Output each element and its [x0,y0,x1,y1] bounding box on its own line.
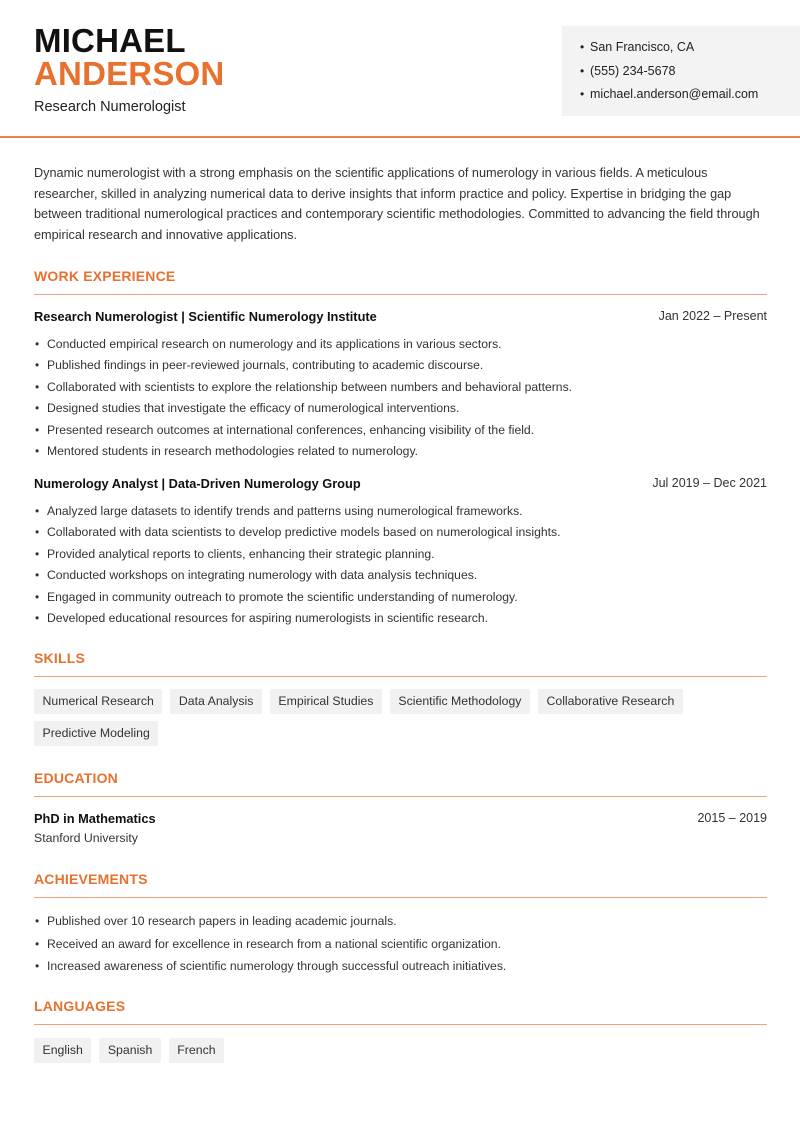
list-item: • Collaborated with scientists to explore the relationship between numbers and behavioral patterns. [34,379,767,400]
skill-chip: Predictive Modeling [34,721,158,746]
skills-chips [34,689,774,753]
education-degree: PhD in Mathematics [34,811,156,826]
job-2-header [34,476,767,494]
language-chip: Spanish [99,1038,160,1063]
achievements-heading: ACHIEVEMENTS [34,871,148,887]
education-school: Stanford University [34,831,138,845]
list-item: • Presented research outcomes at international conferences, enhancing visibility of the field. [34,422,767,443]
job-2-date: Jul 2019 – Dec 2021 [652,476,767,490]
list-item: • Increased awareness of scientific numerology through successful outreach initiatives. [34,958,767,981]
skill-chip: Numerical Research [34,689,162,714]
job-1-role: Research Numerologist | Scientific Numerology Institute [34,309,377,324]
achievements-bullets [34,913,767,981]
education-divider [34,796,767,797]
job-1-bullets [34,336,767,464]
languages-divider [34,1024,767,1025]
skill-chip: Data Analysis [170,689,262,714]
work-experience-heading: WORK EXPERIENCE [34,268,176,284]
skill-chip: Scientific Methodology [390,689,530,714]
skills-divider [34,676,767,677]
list-item: • Engaged in community outreach to promote the scientific understanding of numerology. [34,589,767,610]
contact-box [562,26,800,116]
job-1-header [34,309,767,327]
last-name: ANDERSON [34,55,225,92]
contact-location: • San Francisco, CA [580,38,800,62]
job-2-bullets [34,503,767,631]
achievements-divider [34,897,767,898]
list-item: • Collaborated with data scientists to develop predictive models based on numerological insights. [34,524,767,545]
skills-heading: SKILLS [34,650,85,666]
list-item: • Provided analytical reports to clients, enhancing their strategic planning. [34,546,767,567]
list-item: • Designed studies that investigate the efficacy of numerological interventions. [34,400,767,421]
summary-paragraph: Dynamic numerologist with a strong emphasis on the scientific applications of numerology in various fields. A meticulous researcher, skilled in analyzing numerical data to derive insights that inform practice and policy. Expertise in bridging the gap between traditional numerological practices and contemporary scientific methodologies. Committed to advancing the field through empirical research and innovative applications. [34,166,760,243]
skill-chip: Empirical Studies [270,689,382,714]
language-chip: English [34,1038,91,1063]
list-item: • Conducted empirical research on numerology and its applications in various sectors. [34,336,767,357]
list-item: • Developed educational resources for aspiring numerologists in scientific research. [34,610,767,631]
job-1-date: Jan 2022 – Present [658,309,767,323]
education-header [34,811,767,829]
list-item: • Received an award for excellence in research from a national scientific organization. [34,936,767,959]
contact-email[interactable]: • michael.anderson@email.com [580,85,800,109]
education-heading: EDUCATION [34,770,118,786]
contact-list [580,38,800,109]
language-chip: French [169,1038,224,1063]
education-date: 2015 – 2019 [697,811,767,825]
work-experience-divider [34,294,767,295]
languages-chips [34,1038,774,1070]
languages-heading: LANGUAGES [34,998,126,1014]
list-item: • Published findings in peer-reviewed journals, contributing to academic discourse. [34,357,767,378]
list-item: • Mentored students in research methodologies related to numerology. [34,443,767,464]
list-item: • Published over 10 research papers in leading academic journals. [34,913,767,936]
resume-header [0,0,800,138]
job-title: Research Numerologist [34,99,186,115]
job-2-role: Numerology Analyst | Data-Driven Numerology Group [34,476,361,491]
list-item: • Analyzed large datasets to identify trends and patterns using numerological frameworks. [34,503,767,524]
contact-phone: • (555) 234-5678 [580,62,800,86]
list-item: • Conducted workshops on integrating numerology with data analysis techniques. [34,567,767,588]
skill-chip: Collaborative Research [538,689,683,714]
first-name: MICHAEL [34,22,186,59]
